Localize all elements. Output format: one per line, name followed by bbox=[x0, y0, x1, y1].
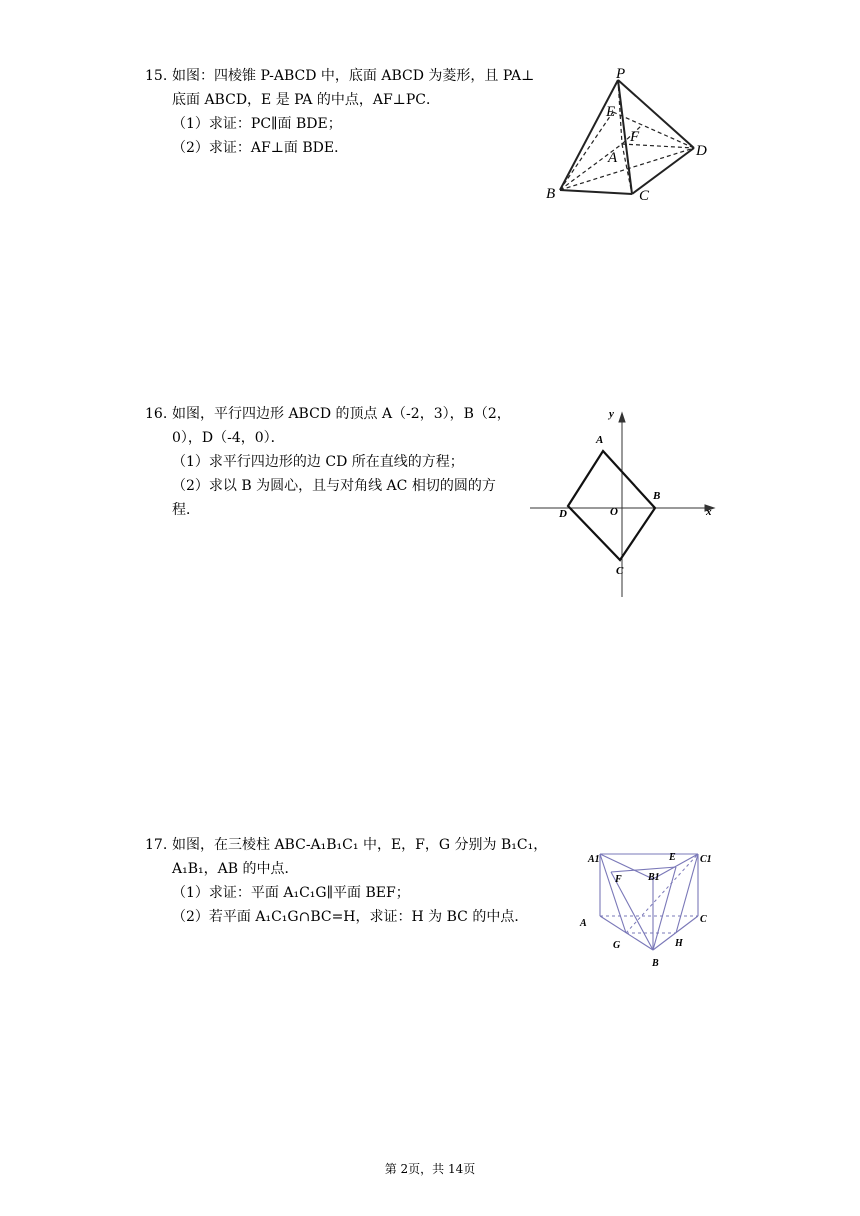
label-C: C bbox=[616, 565, 624, 577]
label-E: E bbox=[606, 104, 616, 120]
label-H: H bbox=[675, 938, 683, 949]
label-A: A bbox=[608, 150, 618, 166]
label-B1: B1 bbox=[648, 872, 660, 883]
label-C1: C1 bbox=[700, 854, 712, 865]
parallelogram-figure bbox=[525, 405, 725, 605]
label-C: C bbox=[639, 188, 650, 204]
problem-text-line: 如图：四棱锥 P-ABCD 中，底面 ABCD 为菱形，且 PA⊥ bbox=[172, 68, 535, 84]
label-P: P bbox=[616, 66, 626, 82]
label-y: y bbox=[609, 408, 614, 420]
label-E: E bbox=[669, 852, 676, 863]
label-B: B bbox=[546, 186, 556, 202]
prism-figure bbox=[578, 838, 728, 973]
problem-number: 16. bbox=[145, 406, 168, 422]
label-D: D bbox=[559, 508, 567, 520]
sub-question: （1）求平行四边形的边 CD 所在直线的方程； bbox=[172, 454, 464, 470]
sub-question: 程． bbox=[172, 502, 200, 518]
sub-question: （1）求证：PC∥面 BDE； bbox=[172, 116, 342, 132]
problem-text-line: 底面 ABCD，E 是 PA 的中点，AF⊥PC． bbox=[172, 92, 440, 108]
problem-number: 17. bbox=[145, 837, 168, 853]
sub-question: （2）求以 B 为圆心，且与对角线 AC 相切的圆的方 bbox=[172, 478, 496, 494]
problem-text-line: 如图，在三棱柱 ABC-A₁B₁C₁ 中，E，F，G 分别为 B₁C₁， bbox=[172, 837, 548, 853]
sub-question: （2）若平面 A₁C₁G∩BC=H，求证：H 为 BC 的中点． bbox=[172, 909, 529, 925]
label-G: G bbox=[613, 940, 621, 951]
label-B: B bbox=[652, 958, 659, 969]
label-F: F bbox=[630, 129, 640, 145]
problem-text-line: 如图，平行四边形 ABCD 的顶点 A（-2，3），B（2， bbox=[172, 406, 511, 422]
label-A: A bbox=[596, 434, 604, 446]
sub-question: （1）求证：平面 A₁C₁G∥平面 BEF； bbox=[172, 885, 410, 901]
label-A: A bbox=[580, 918, 587, 929]
label-A1: A1 bbox=[588, 854, 600, 865]
label-F: F bbox=[615, 874, 622, 885]
label-B: B bbox=[653, 490, 661, 502]
label-C: C bbox=[700, 914, 707, 925]
page-footer: 第 2页，共 14页 bbox=[384, 1162, 476, 1176]
label-O: O bbox=[610, 506, 618, 518]
sub-question: （2）求证：AF⊥面 BDE． bbox=[172, 140, 349, 156]
problem-16 bbox=[145, 402, 525, 522]
label-D: D bbox=[696, 143, 707, 159]
problem-number: 15. bbox=[145, 68, 168, 84]
problem-text-line: 0），D（-4，0）． bbox=[172, 430, 285, 446]
problem-text-line: A₁B₁，AB 的中点． bbox=[172, 861, 299, 877]
problem-15 bbox=[145, 64, 545, 160]
label-x: x bbox=[706, 506, 712, 518]
pyramid-figure bbox=[540, 66, 720, 206]
problem-17 bbox=[145, 833, 565, 929]
